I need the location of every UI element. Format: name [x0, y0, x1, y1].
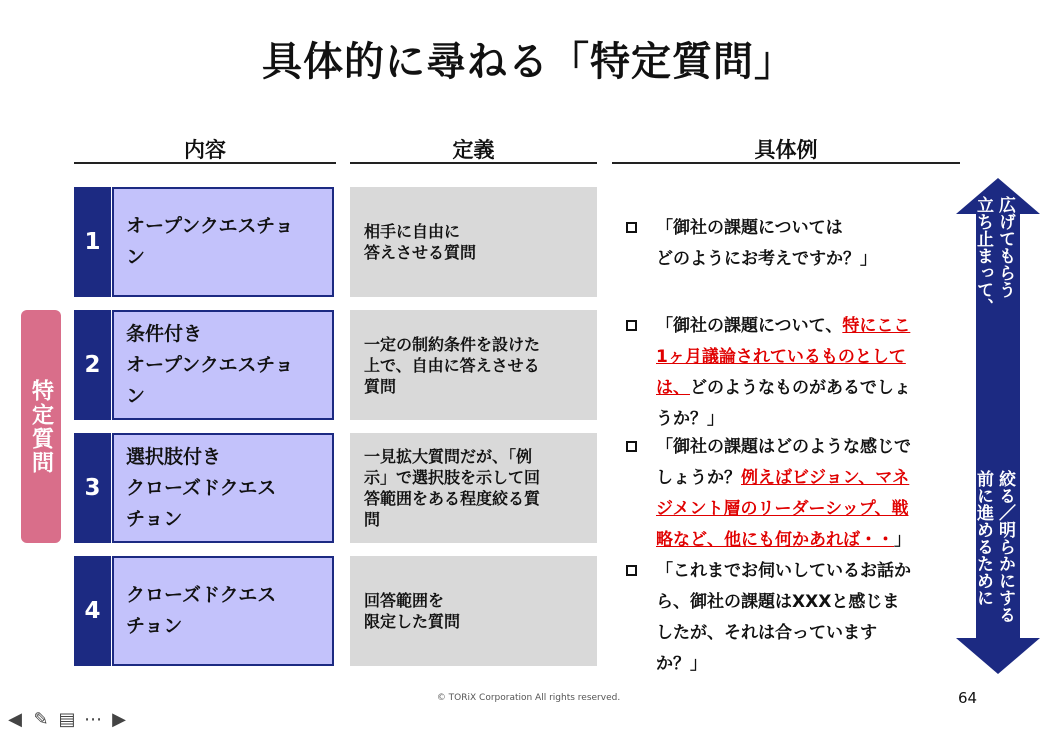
example-text-segment: ら、御社の課題はXXXと感じま: [656, 592, 900, 612]
example-item: [626, 432, 951, 556]
example-text-segment: 「これまでお伺いしているお話か: [656, 561, 911, 581]
definition-line: 答範囲をある程度絞る質: [364, 489, 541, 508]
highlighted-example-text: ジメント層のリーダーシップ、戦: [656, 499, 909, 519]
highlighted-example-text: 特にここ: [842, 316, 911, 336]
example-text-segment: うか？」: [656, 409, 724, 429]
square-bullet-icon: [626, 441, 637, 452]
arrow-top-line-2: 広げてもらう: [995, 196, 1015, 298]
definition-line: 限定した質問: [364, 612, 461, 631]
definition-line: 答えさせる質問: [364, 243, 477, 262]
example-item: [626, 556, 951, 680]
arrow-top-line-1: 立ち止まって、: [973, 196, 993, 315]
question-definition: [350, 433, 597, 543]
pen-icon[interactable]: ✎: [33, 708, 49, 730]
arrow-bottom-label: [972, 470, 1016, 660]
row-number: 4: [74, 556, 111, 666]
question-definition: [350, 310, 597, 420]
arrow-top-label: [972, 196, 1016, 356]
example-text-segment: しょうか？: [656, 468, 741, 488]
example-item: [626, 213, 951, 275]
highlighted-example-text: は、: [656, 378, 690, 398]
question-type-name-line: チョン: [126, 615, 183, 637]
arrow-bottom-line-1: 前に進めるために: [973, 470, 993, 606]
question-type-name-line: クローズドクエス: [126, 584, 277, 606]
arrow-right-icon[interactable]: ▶: [112, 708, 126, 730]
square-bullet-icon: [626, 320, 637, 331]
definition-line: 相手に自由に: [364, 222, 461, 241]
question-type-name-line: オープンクエスチョ: [126, 353, 294, 376]
example-text: [656, 213, 951, 275]
highlighted-example-text: 略など、他にも何かあれば・・: [656, 530, 894, 550]
example-text: [656, 556, 951, 680]
column-header-content: 内容: [74, 134, 336, 164]
example-text-segment: したが、それは合っています: [656, 623, 877, 643]
question-type-name-line: 条件付き: [126, 322, 203, 345]
example-text-segment: 「御社の課題について、: [656, 316, 843, 336]
example-text: [656, 311, 951, 435]
question-type-name-line: チョン: [126, 507, 183, 530]
question-type-name-line: ン: [126, 384, 146, 407]
example-text-segment: 「御社の課題はどのような感じで: [656, 437, 911, 457]
square-bullet-icon: [626, 222, 637, 233]
definition-line: 一定の制約条件を設けた: [364, 334, 541, 354]
question-type-name-line: ン: [126, 246, 146, 268]
row-number: 1: [74, 187, 111, 297]
column-header-example: 具体例: [612, 134, 960, 164]
highlighted-example-text: 例えばビジョン、マネ: [741, 468, 910, 488]
definition-line: 問: [364, 510, 381, 529]
example-item: [626, 311, 951, 435]
column-header-definition: 定義: [350, 134, 597, 164]
example-text-segment: どのようにお考えですか？」: [656, 249, 877, 269]
question-definition: [350, 556, 597, 666]
question-definition: [350, 187, 597, 297]
definition-line: 示」で選択肢を示して回: [364, 468, 541, 487]
specific-question-tag: 特定質問: [21, 310, 61, 543]
definition-line: 上で、自由に答えさせる: [364, 355, 540, 375]
row-number: 3: [74, 433, 111, 543]
definition-line: 質問: [364, 376, 397, 396]
arrow-bottom-line-2: 絞る／明らかにする: [995, 470, 1015, 623]
arrow-left-icon[interactable]: ◀: [8, 708, 22, 730]
highlighted-example-text: 1ヶ月議論されているものとして: [656, 347, 906, 367]
question-type-name: [112, 310, 334, 420]
definition-line: 回答範囲を: [364, 591, 445, 610]
copyright-footer: © TORiX Corporation All rights reserved.: [436, 693, 621, 703]
definition-line: 一見拡大質問だが、「例: [364, 447, 533, 466]
slides-icon[interactable]: ▤: [58, 708, 76, 730]
example-text: [656, 432, 951, 556]
more-icon[interactable]: ⋯: [84, 708, 102, 730]
example-text-segment: どのようなものがあるでしょ: [690, 378, 911, 398]
question-type-name-line: オープンクエスチョ: [126, 215, 294, 237]
page-number: 64: [958, 689, 978, 707]
question-type-name: [112, 556, 334, 666]
row-number: 2: [74, 310, 111, 420]
example-text-segment: 」: [894, 530, 911, 550]
question-type-name-line: 選択肢付き: [126, 445, 222, 468]
example-text-segment: 「御社の課題については: [656, 218, 843, 238]
question-type-name: [112, 433, 334, 543]
square-bullet-icon: [626, 565, 637, 576]
question-type-name: [112, 187, 334, 297]
example-text-segment: か？」: [656, 654, 707, 674]
slide-nav-bar: [4, 708, 130, 730]
question-type-name-line: クローズドクエス: [126, 476, 277, 499]
slide-title: 具体的に尋ねる「特定質問」: [262, 39, 795, 85]
